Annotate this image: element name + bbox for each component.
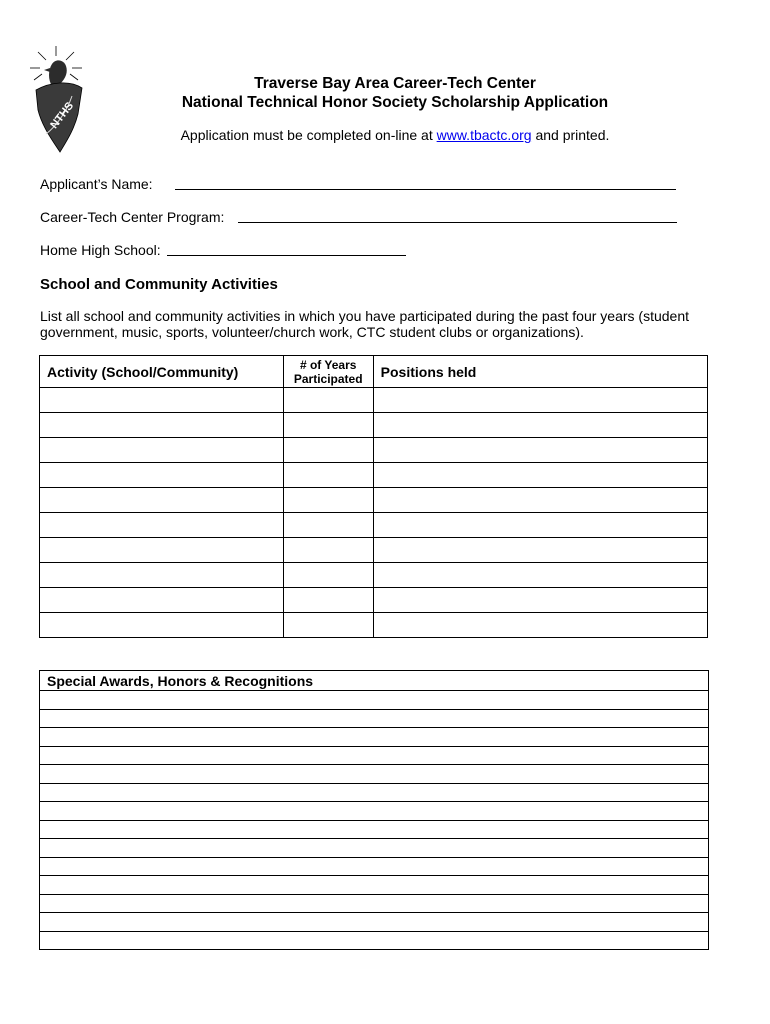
col-header-years-line1: # of Years [299, 358, 357, 372]
title-line-1: Traverse Bay Area Career-Tech Center [254, 75, 536, 92]
awards-box [39, 670, 709, 950]
applicant-name-field[interactable] [175, 189, 676, 190]
activity-cell[interactable] [40, 538, 284, 563]
table-row [40, 388, 708, 413]
applicant-name-label: Applicant’s Name: [40, 176, 153, 192]
table-row [40, 413, 708, 438]
positions-cell[interactable] [373, 488, 707, 513]
activity-cell[interactable] [40, 563, 284, 588]
activity-cell[interactable] [40, 588, 284, 613]
years-cell[interactable] [283, 388, 373, 413]
activities-table [39, 355, 708, 638]
table-row [40, 588, 708, 613]
program-label: Career-Tech Center Program: [40, 209, 225, 225]
years-cell[interactable] [283, 463, 373, 488]
years-cell[interactable] [283, 563, 373, 588]
award-entry-line[interactable] [40, 709, 708, 710]
activities-description: List all school and community activities in which you have participated during the past four years (student government, music, sports, volunteer/church work, CTC student clubs or organizations). [40, 308, 690, 340]
years-cell[interactable] [283, 488, 373, 513]
years-cell[interactable] [283, 538, 373, 563]
nths-logo [26, 44, 88, 154]
award-entry-line[interactable] [40, 931, 708, 932]
positions-cell[interactable] [373, 538, 707, 563]
award-entry-line[interactable] [40, 690, 708, 691]
award-entry-line[interactable] [40, 912, 708, 913]
positions-cell[interactable] [373, 413, 707, 438]
activity-cell[interactable] [40, 488, 284, 513]
col-header-activity: Activity (School/Community) [40, 356, 284, 388]
award-entry-line[interactable] [40, 727, 708, 728]
activities-section-title: School and Community Activities [40, 276, 278, 293]
years-cell[interactable] [283, 588, 373, 613]
positions-cell[interactable] [373, 438, 707, 463]
instruction-prefix: Application must be completed on-line at [180, 127, 437, 143]
logo-text: NTHS [48, 100, 77, 132]
table-row [40, 513, 708, 538]
award-entry-line[interactable] [40, 820, 708, 821]
award-entry-line[interactable] [40, 764, 708, 765]
activity-cell[interactable] [40, 463, 284, 488]
col-header-positions: Positions held [373, 356, 707, 388]
years-cell[interactable] [283, 613, 373, 638]
col-header-years [283, 356, 373, 388]
award-entry-line[interactable] [40, 894, 708, 895]
instruction-suffix: and printed. [531, 127, 610, 143]
positions-cell[interactable] [373, 388, 707, 413]
activities-table-body [40, 388, 708, 638]
table-row [40, 538, 708, 563]
years-cell[interactable] [283, 413, 373, 438]
activity-cell[interactable] [40, 388, 284, 413]
years-cell[interactable] [283, 438, 373, 463]
years-cell[interactable] [283, 513, 373, 538]
award-entry-line[interactable] [40, 801, 708, 802]
table-header-row [40, 356, 708, 388]
website-link[interactable]: www.tbactc.org [436, 127, 532, 143]
table-row [40, 438, 708, 463]
col-header-years-line2: Participated [293, 372, 363, 386]
table-row [40, 488, 708, 513]
positions-cell[interactable] [373, 563, 707, 588]
activity-cell[interactable] [40, 513, 284, 538]
positions-cell[interactable] [373, 513, 707, 538]
instruction-text [140, 127, 650, 143]
high-school-label: Home High School: [40, 242, 161, 258]
award-entry-line[interactable] [40, 783, 708, 784]
award-entry-line[interactable] [40, 838, 708, 839]
award-entry-line[interactable] [40, 746, 708, 747]
table-row [40, 463, 708, 488]
positions-cell[interactable] [373, 613, 707, 638]
table-row [40, 563, 708, 588]
table-row [40, 613, 708, 638]
high-school-field[interactable] [167, 255, 406, 256]
award-entry-line[interactable] [40, 857, 708, 858]
positions-cell[interactable] [373, 588, 707, 613]
activity-cell[interactable] [40, 613, 284, 638]
activity-cell[interactable] [40, 413, 284, 438]
activity-cell[interactable] [40, 438, 284, 463]
awards-section-title: Special Awards, Honors & Recognitions [47, 673, 314, 689]
award-entry-line[interactable] [40, 875, 708, 876]
program-field[interactable] [238, 222, 677, 223]
title-line-2: National Technical Honor Society Scholarship Application [181, 94, 609, 111]
positions-cell[interactable] [373, 463, 707, 488]
